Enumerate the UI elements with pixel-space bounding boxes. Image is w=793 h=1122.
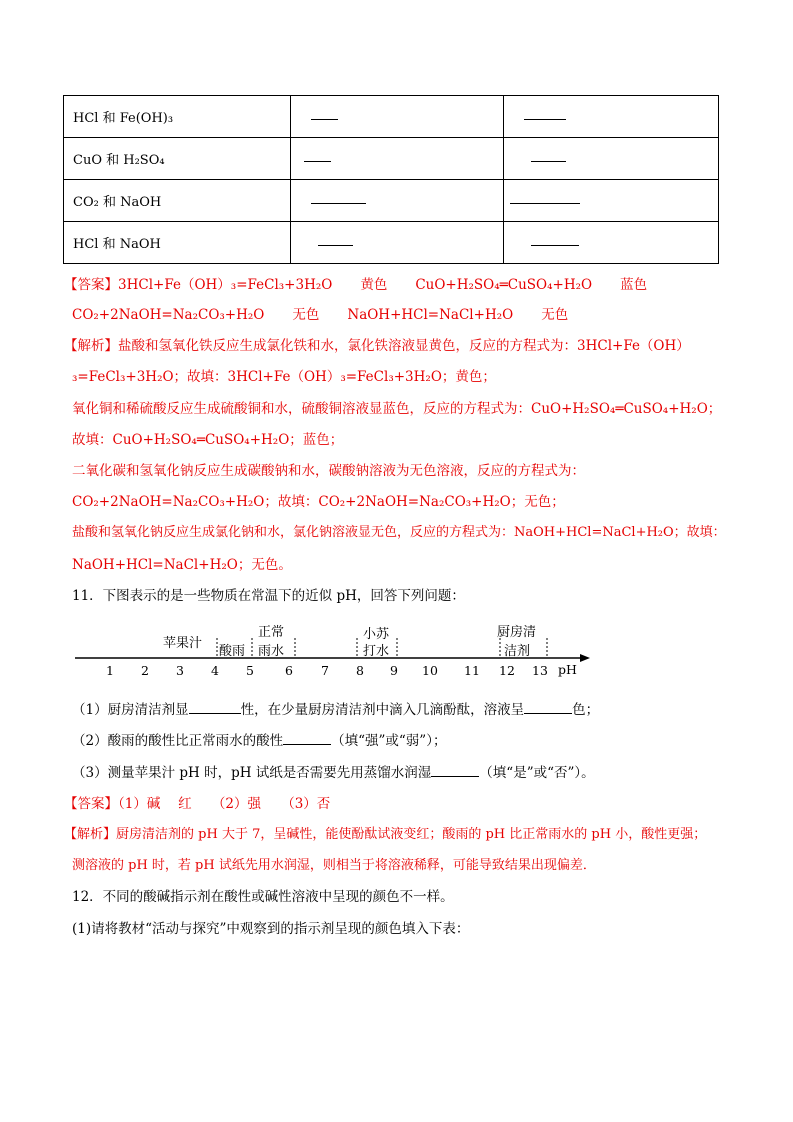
question-11-answer (64, 792, 330, 812)
baking-soda-label-1: 小苏 (363, 627, 390, 642)
ph-tick-label: 5 (246, 663, 254, 678)
analysis-line: 测溶液的 pH 时，若 pH 试纸先用水润湿，则相当于将溶液稀释，可能导致结果出现偏差． (72, 858, 596, 873)
answer-eq-4: NaOH+HCl=NaCl+H₂O (347, 307, 514, 323)
question-11-sub3 (72, 761, 595, 781)
reactants-cell: CO₂ 和 NaOH (64, 180, 291, 222)
equation-blank-cell[interactable] (291, 180, 504, 222)
question-11-analysis (64, 823, 706, 842)
color-blank-cell[interactable] (504, 180, 719, 222)
answer-color-3: 无色 (292, 307, 320, 323)
question-12-sub1: (1)请将教材“活动与探究”中观察到的指示剂呈现的颜色填入下表： (72, 921, 470, 937)
ph-tick-label: 4 (211, 663, 219, 678)
answer-color-2: 蓝色 (620, 277, 648, 293)
sub2-text-pre: （2）酸雨的酸性比正常雨水的酸性 (72, 733, 284, 749)
acid-rain-label: 酸雨 (219, 644, 246, 659)
ph-tick-label: 6 (285, 663, 293, 678)
question-11-sub1 (72, 698, 599, 718)
question-11-sub2 (72, 729, 446, 749)
color-blank-cell[interactable] (504, 96, 719, 138)
table-row (64, 138, 719, 180)
analysis-text: 盐酸和氢氧化铁反应生成氯化铁和水，氯化铁溶液显黄色，反应的方程式为：3HCl+Fe（OH） (118, 338, 690, 354)
ph-tick-label: 8 (356, 663, 364, 678)
table-row (64, 96, 719, 138)
answer-line-2 (72, 303, 568, 323)
ph-tick-label: 3 (176, 663, 184, 678)
analysis-line: 盐酸和氢氧化钠反应生成氯化钠和水，氯化钠溶液显无色，反应的方程式为：NaOH+HCl=NaCl+H₂O；故填： (72, 525, 726, 540)
analysis-line: 故填：CuO+H₂SO₄═CuSO₄+H₂O；蓝色； (72, 432, 344, 448)
sub1-text-mid: 性，在少量厨房清洁剂中滴入几滴酚酞，溶液呈 (240, 702, 525, 718)
answer-eq-1: 3HCl+Fe（OH）₃=FeCl₃+3H₂O (118, 277, 333, 293)
question-11-stem: 11．下图表示的是一些物质在常温下的近似 pH，回答下列问题： (72, 588, 465, 604)
ph-tick-label: 1 (106, 663, 114, 678)
apple-juice-label: 苹果汁 (163, 636, 203, 651)
answer-color-1: 黄色 (360, 277, 388, 293)
question-12-stem: 12．不同的酸碱指示剂在酸性或碱性溶液中呈现的颜色不一样。 (72, 889, 454, 905)
normal-rain-label-1: 正常 (258, 625, 285, 640)
sub3-text-pre: （3）测量苹果汁 pH 时，pH 试纸是否需要先用蒸馏水润湿 (72, 765, 432, 781)
sub1-blank-2[interactable] (524, 703, 572, 714)
ph-scale-dividers (217, 638, 547, 658)
analysis-line: NaOH+HCl=NaCl+H₂O；无色。 (72, 557, 292, 573)
normal-rain-label-2: 雨水 (258, 644, 285, 659)
reactants-cell: HCl 和 NaOH (64, 222, 291, 264)
kitchen-cleaner-label-2: 洁剂 (504, 644, 531, 659)
sub3-blank[interactable] (431, 766, 479, 777)
equation-blank-cell[interactable] (291, 138, 504, 180)
reactants-cell: CuO 和 H₂SO₄ (64, 138, 291, 180)
analysis-label: 【解析】 (64, 827, 117, 842)
answer-eq-3: CO₂+2NaOH=Na₂CO₃+H₂O (72, 307, 265, 323)
reactants-cell: HCl 和 Fe(OH)₃ (64, 96, 291, 138)
ph-tick-label: 11 (464, 663, 480, 678)
analysis-line: CO₂+2NaOH=Na₂CO₃+H₂O；故填：CO₂+2NaOH=Na₂CO₃+H₂O；无色； (72, 494, 565, 510)
ph-tick-label: 13 (532, 663, 548, 678)
analysis-line: ₃=FeCl₃+3H₂O；故填：3HCl+Fe（OH）₃=FeCl₃+3H₂O；黄色； (72, 369, 496, 385)
table-row (64, 180, 719, 222)
ph-tick-label: 7 (321, 663, 329, 678)
table-row (64, 222, 719, 264)
sub1-text-pre: （1）厨房清洁剂显 (72, 702, 189, 718)
analysis-line (64, 334, 690, 354)
sub2-text-post: （填“强”或“弱”）； (331, 733, 447, 749)
ph-axis-arrow (580, 654, 590, 662)
baking-soda-label-2: 打水 (363, 644, 390, 659)
reaction-table (63, 95, 719, 264)
color-blank-cell[interactable] (504, 138, 719, 180)
analysis-text: 厨房清洁剂的 pH 大于 7，呈碱性，能使酚酞试液变红；酸雨的 pH 比正常雨水的 pH 小，酸性更强； (116, 827, 707, 842)
answer-eq-2: CuO+H₂SO₄═CuSO₄+H₂O (415, 277, 593, 293)
sub2-blank[interactable] (283, 734, 331, 745)
ph-tick-label: 10 (422, 663, 438, 678)
equation-blank-cell[interactable] (291, 96, 504, 138)
kitchen-cleaner-label-1: 厨房清 (497, 625, 537, 640)
answer-label: 【答案】 (64, 277, 118, 293)
sub1-text-post: 色； (572, 702, 600, 718)
ph-tick-label: 9 (390, 663, 398, 678)
sub1-blank-1[interactable] (189, 703, 241, 714)
ph-tick-label: 2 (141, 663, 149, 678)
ph-unit-label: pH (558, 662, 577, 677)
sub3-text-post: （填“是”或“否”）。 (479, 765, 595, 781)
answer-color-4: 无色 (541, 307, 569, 323)
equation-blank-cell[interactable] (291, 222, 504, 264)
ph-tick-label: 12 (499, 663, 515, 678)
answer-label: 【答案】 (64, 796, 118, 812)
analysis-label: 【解析】 (64, 338, 118, 354)
color-blank-cell[interactable] (504, 222, 719, 264)
analysis-line: 氧化铜和稀硫酸反应生成硫酸铜和水，硫酸铜溶液显蓝色，反应的方程式为：CuO+H₂SO₄═CuSO₄+H₂O； (72, 401, 722, 417)
analysis-line: 二氧化碳和氢氧化钠反应生成碳酸钠和水，碳酸钠溶液为无色溶液，反应的方程式为： (72, 463, 585, 479)
answer-text: （1）碱 红 （2）强 （3）否 (118, 796, 331, 812)
answer-line-1 (64, 273, 647, 293)
